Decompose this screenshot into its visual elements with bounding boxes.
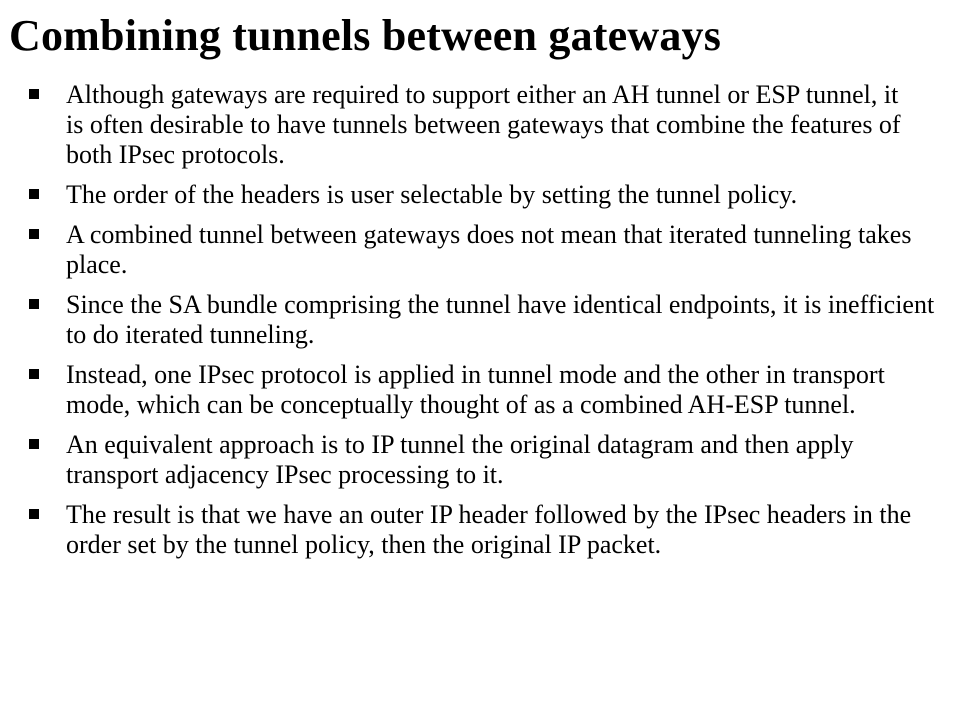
bullet-text: The result is that we have an outer IP header followed by the IPsec headers in the order set by the tunnel policy, then the original IP packet. [66,500,912,559]
bullet-item [0,80,960,170]
square-bullet-icon [29,89,39,99]
bullet-item [0,360,960,420]
square-bullet-icon [29,369,39,379]
bullet-text: Although gateways are required to support either an AH tunnel or ESP tunnel, it is often desirable to have tunnels between gateways that combine the features of both IPsec protocols. [66,80,901,169]
bullet-item [0,290,960,350]
square-bullet-icon [29,299,39,309]
bullet-text: An equivalent approach is to IP tunnel the original datagram and then apply transport adjacency IPsec processing to it. [66,430,854,489]
bullet-item [0,430,960,490]
bullet-text: The order of the headers is user selectable by setting the tunnel policy. [66,180,798,209]
bullet-item [0,180,960,210]
bullet-text: Instead, one IPsec protocol is applied in tunnel mode and the other in transport mode, which can be conceptually thought of as a combined AH-ESP tunnel. [66,360,885,419]
square-bullet-icon [29,509,39,519]
bullet-text: A combined tunnel between gateways does not mean that iterated tunneling takes place. [66,220,912,279]
square-bullet-icon [29,189,39,199]
square-bullet-icon [29,229,39,239]
bullet-item [0,500,960,560]
bullet-list [0,80,960,570]
bullet-item [0,220,960,280]
square-bullet-icon [29,439,39,449]
bullet-text: Since the SA bundle comprising the tunnel have identical endpoints, it is inefficient to do iterated tunneling. [66,290,935,349]
slide-title: Combining tunnels between gateways [9,11,722,60]
